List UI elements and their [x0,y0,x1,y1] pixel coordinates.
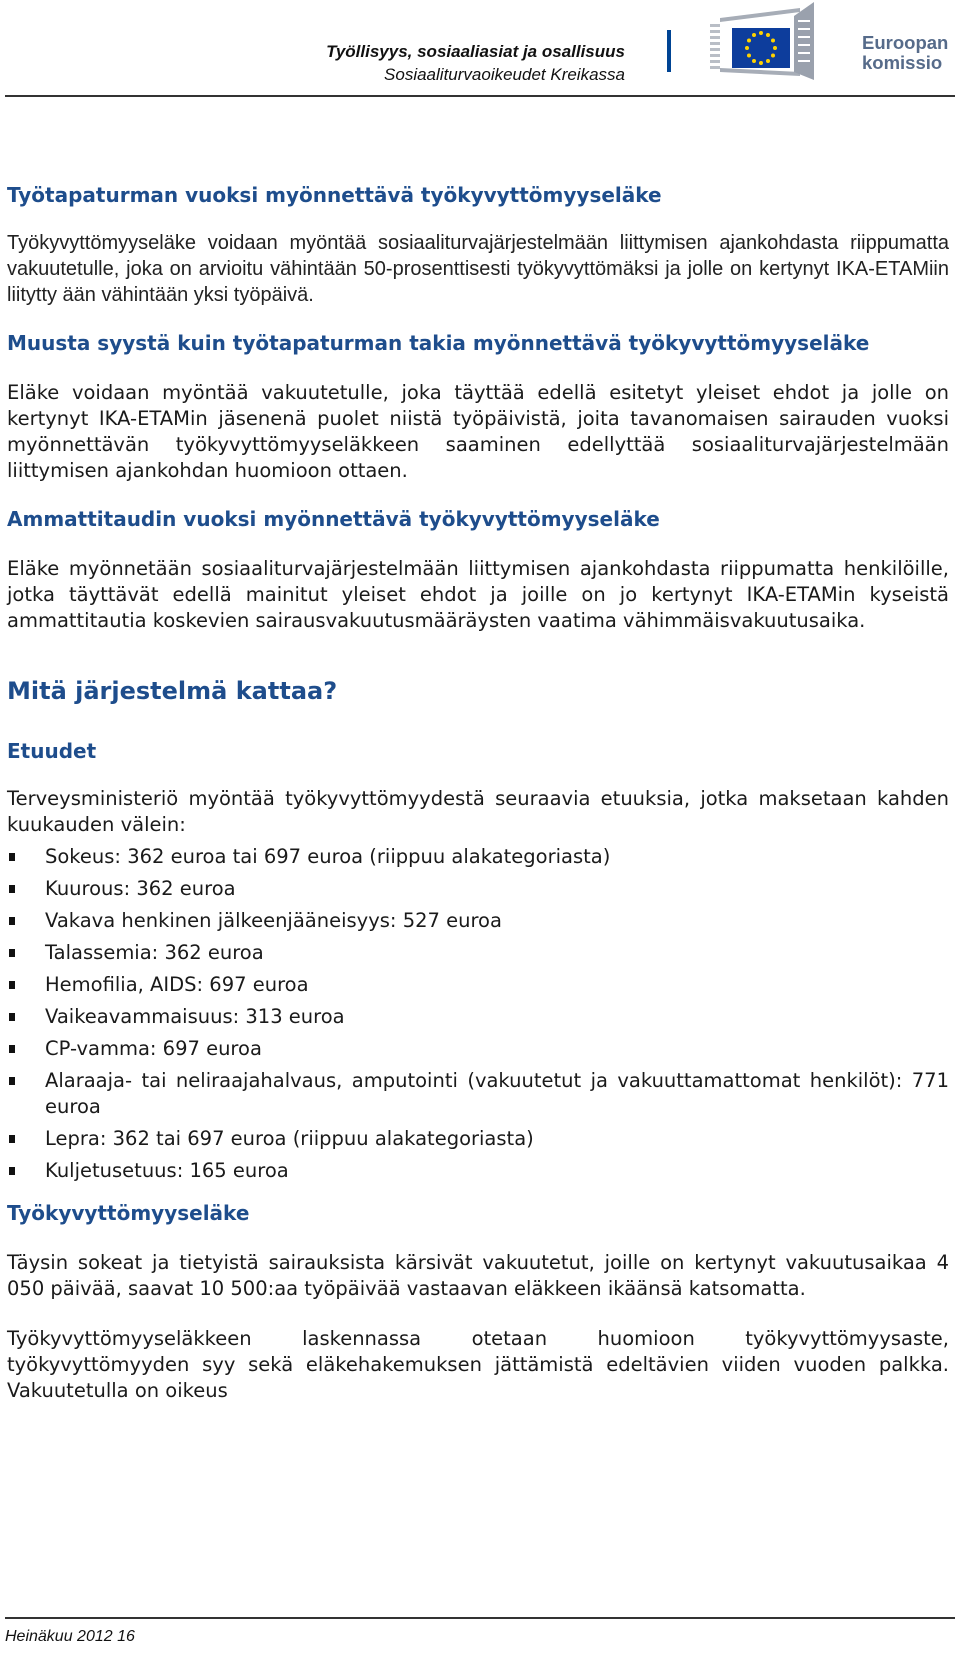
bullet-icon [9,1167,15,1175]
heading-coverage: Mitä järjestelmä kattaa? [7,677,338,705]
list-item: CP-vamma: 697 euroa [7,1036,949,1062]
logo-text-line-1: Euroopan [862,32,949,53]
heading-benefits: Etuudet [7,739,97,763]
list-item: Lepra: 362 tai 697 euroa (riippuu alakategoriasta) [7,1126,949,1152]
list-item: Kuljetusetuus: 165 euroa [7,1158,949,1184]
paragraph-pension-1: Täysin sokeat ja tietyistä sairauksista kärsivät vakuutetut, joille on kertynyt vakuutusaikaa 4 050 päivää, saavat 10 500:aa työpäivää vastaavan eläkkeen ikäänsä katsomatta. [7,1251,949,1300]
heading-other-pension: Muusta syystä kuin työtapaturman takia myönnettävä työkyvyttömyyseläke [7,331,870,355]
page-header [0,0,960,98]
european-commission-wordmark [862,33,948,73]
bullet-icon [9,1135,15,1143]
benefits-list [7,844,949,1184]
bullet-icon [9,949,15,957]
footer-rule [5,1617,955,1619]
header-line-1: Työllisyys, sosiaaliasiat ja osallisuus [326,42,625,61]
bullet-icon [9,981,15,989]
list-item: Vaikeavammaisuus: 313 euroa [7,1004,949,1030]
list-item: Kuurous: 362 euroa [7,876,949,902]
header-line-2: Sosiaaliturvaoikeudet Kreikassa [384,65,625,84]
page-footer [5,1617,955,1646]
paragraph-benefits-intro: Terveysministeriö myöntää työkyvyttömyydestä seuraavia etuuksia, jotka maksetaan kahden kuukauden välein: [7,787,949,836]
bullet-icon [9,1077,15,1085]
paragraph-occupational-pension: Eläke myönnetään sosiaaliturvajärjestelmään liittymisen ajankohdasta riippumatta henkilöille, jotka täyttävät edellä mainitut yleiset ehdot ja joille on jo kertynyt IKA-ETAMin kyseistä ammattitautia koskevien sairausvakuutusmääräysten vaatima vähimmäisvakuutusaika. [7,557,949,632]
bullet-icon [9,885,15,893]
page-content [7,182,949,1404]
header-rule [5,95,955,97]
logo-text-line-2: komissio [862,52,943,73]
list-item: Sokeus: 362 euroa tai 697 euroa (riippuu alakategoriasta) [7,844,949,870]
footer-date-page: Heinäkuu 2012 16 [5,1628,135,1645]
bullet-icon [9,853,15,861]
header-title [326,40,625,86]
list-item: Hemofilia, AIDS: 697 euroa [7,972,949,998]
header-divider [667,30,671,72]
paragraph-other-pension: Eläke voidaan myöntää vakuutetulle, joka täyttää edellä esitetyt yleiset ehdot ja jolle on kertynyt IKA-ETAMin jäsenenä puolet niistä työpäivistä, joita tavanomaisen sairauden vuoksi myönnettävän työkyvyttömyyseläkkeen saaminen edellyttää sosiaaliturvajärjestelmään liittymisen ajankohdan huomioon ottaen. [7,381,949,482]
list-item: Vakava henkinen jälkeenjääneisyys: 527 euroa [7,908,949,934]
paragraph-accident-pension: Työkyvyttömyyseläke voidaan myöntää sosiaaliturvajärjestelmään liittymisen ajankohdasta riippumatta vakuutetulle, joka on arvioitu vähintään 50-prosenttisesti työkyvyttömäksi ja jolle on kertynyt IKA-ETAMiin liitytty ään vähintään yksi työpäivä. [7,232,949,306]
list-item: Talassemia: 362 euroa [7,940,949,966]
bullet-icon [9,1045,15,1053]
paragraph-pension-2: Työkyvyttömyyseläkkeen laskennassa otetaan huomioon työkyvyttömyysaste, työkyvyttömyyden syy sekä eläkehakemuksen jättämistä edeltävien viiden vuoden palkka. Vakuutetulla on oikeus [7,1327,949,1402]
heading-accident-pension: Työtapaturman vuoksi myönnettävä työkyvyttömyyseläke [7,183,662,207]
bullet-icon [9,1013,15,1021]
bullet-icon [9,917,15,925]
heading-occupational-pension: Ammattitaudin vuoksi myönnettävä työkyvyttömyyseläke [7,507,660,531]
heading-disability-pension: Työkyvyttömyyseläke [7,1201,250,1225]
list-item: Alaraaja- tai neliraajahalvaus, amputointi (vakuutetut ja vakuuttamattomat henkilöt): 771 euroa [7,1068,949,1120]
